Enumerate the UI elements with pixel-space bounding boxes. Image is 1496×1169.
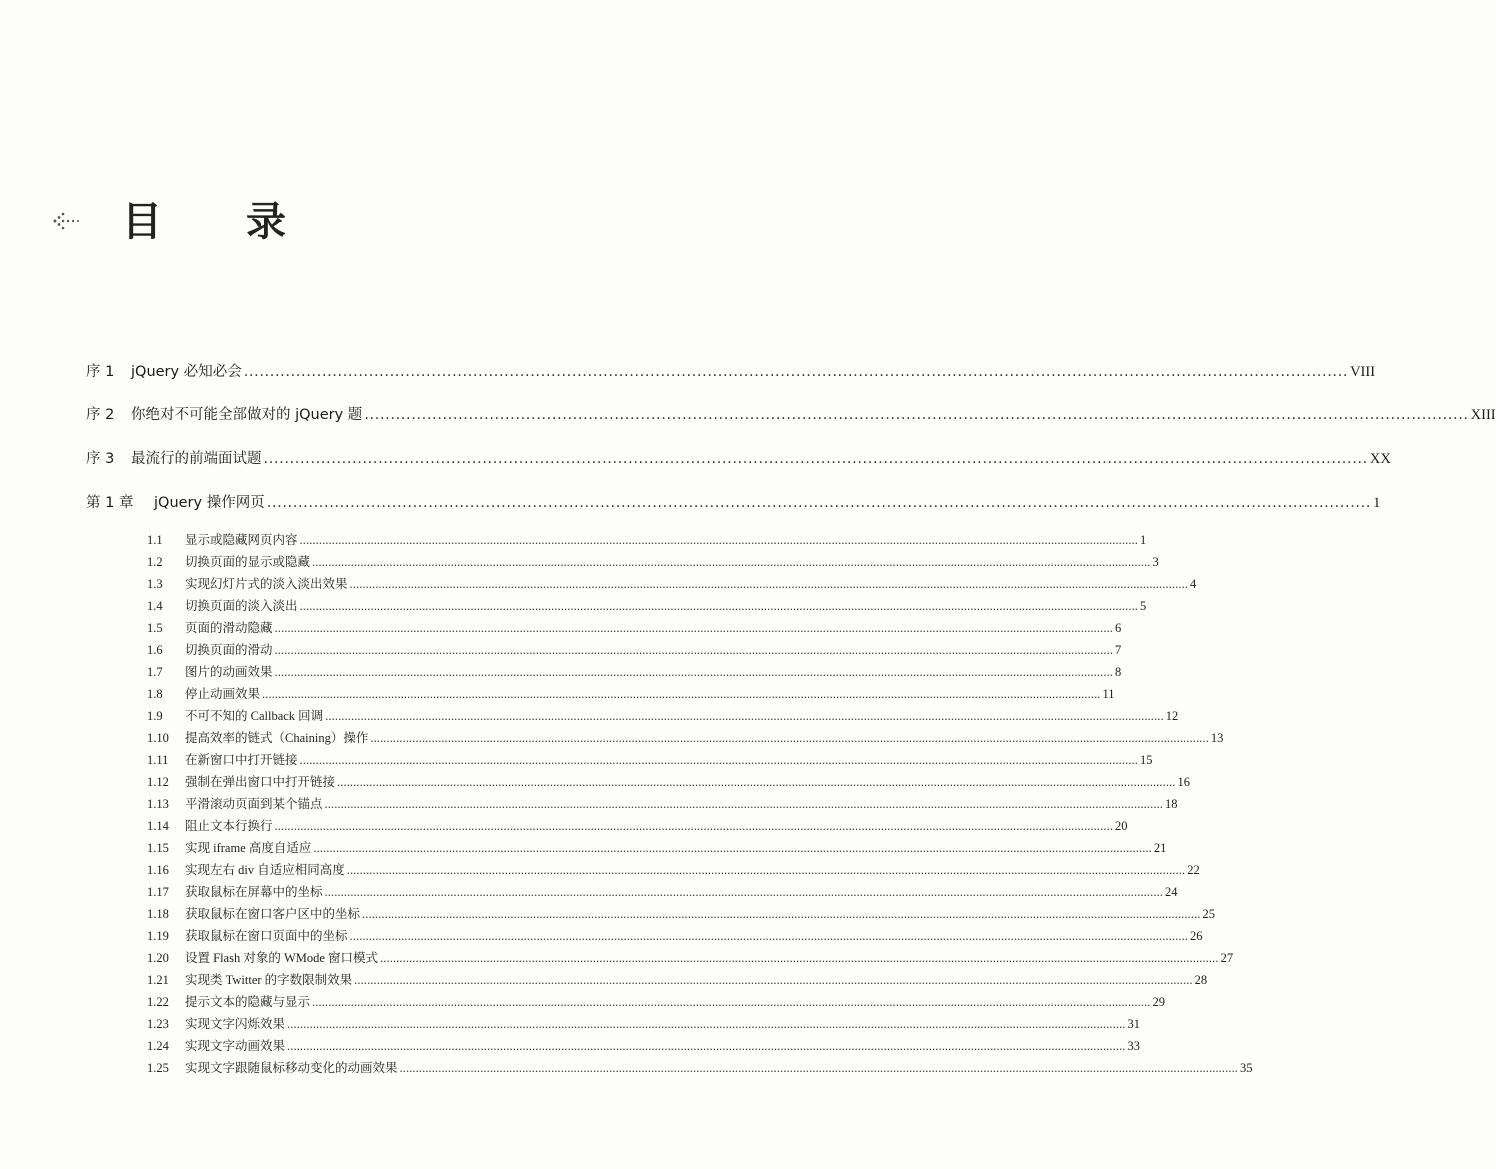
- toc-section-page: 15: [1140, 753, 1153, 767]
- toc-section-label: 实现 iframe 高度自适应: [185, 841, 312, 855]
- toc-section-number: 1.6: [147, 643, 163, 657]
- toc-section-page: 18: [1165, 797, 1178, 811]
- toc-section-label: 平滑滚动页面到某个锚点: [185, 797, 323, 811]
- toc-section-number: 1.19: [147, 929, 169, 943]
- toc-leader: ....................................................................................................................................................................................................................: [263, 451, 1368, 467]
- toc-section-number: 1.24: [147, 1039, 169, 1053]
- toc-section-number: 1.9: [147, 709, 163, 723]
- toc-section-label: 提示文本的隐藏与显示: [185, 995, 311, 1009]
- toc-section-page: 8: [1115, 665, 1122, 679]
- toc-section-item[interactable]: [147, 574, 1197, 592]
- toc-section-number: 1.22: [147, 995, 169, 1009]
- toc-section-page: 31: [1127, 1017, 1141, 1031]
- toc-leader: ....................................................................................................................................................................................................................................................................: [299, 753, 1139, 767]
- toc-section-number: 1.25: [147, 1061, 169, 1075]
- toc-section-page: 35: [1240, 1061, 1253, 1075]
- toc-section-number: 1.4: [147, 599, 163, 613]
- toc-section-number: 1.18: [147, 907, 169, 921]
- toc-section-item[interactable]: [147, 926, 1203, 944]
- toc-section-item[interactable]: [147, 596, 1147, 614]
- toc-section-item[interactable]: [147, 772, 1191, 790]
- toc-section-item[interactable]: [147, 816, 1128, 834]
- toc-section-number: 1.7: [147, 665, 163, 679]
- toc-leader: ....................................................................................................................................................................................................................: [243, 364, 1349, 380]
- toc-section-item[interactable]: [147, 948, 1234, 966]
- toc-section-label: 强制在弹出窗口中打开链接: [185, 775, 336, 789]
- toc-entry-number: 序 2: [86, 407, 115, 423]
- toc-section-item[interactable]: [147, 618, 1122, 636]
- toc-section-item[interactable]: [147, 970, 1208, 988]
- toc-section-label: 获取鼠标在屏幕中的坐标: [185, 885, 323, 899]
- toc-section-item[interactable]: [147, 860, 1200, 878]
- toc-section-number: 1.16: [147, 863, 169, 877]
- toc-leader: ....................................................................................................................................................................................................................................................................: [312, 555, 1151, 569]
- toc-section-page: 25: [1202, 907, 1216, 921]
- toc-section-label: 切换页面的滑动: [185, 643, 273, 657]
- toc-section-label: 切换页面的淡入淡出: [185, 599, 298, 613]
- toc-section-label: 实现类 Twitter 的字数限制效果: [185, 973, 353, 987]
- toc-leader: ....................................................................................................................................................................................................................................................................: [274, 621, 1114, 635]
- toc-section-page: 27: [1220, 951, 1234, 965]
- toc-section-page: 6: [1115, 621, 1122, 635]
- toc-section-label: 实现文字动画效果: [185, 1039, 286, 1053]
- toc-section-item[interactable]: [147, 684, 1115, 702]
- toc-section-label: 图片的动画效果: [185, 665, 273, 679]
- toc-entry-page: XX: [1369, 451, 1391, 467]
- toc-leader: ....................................................................................................................................................................................................................................................................: [349, 929, 1189, 943]
- toc-entry-label: jQuery 操作网页: [154, 495, 265, 511]
- toc-section-label: 不可不知的 Callback 回调: [185, 709, 324, 723]
- toc-section-page: 7: [1115, 643, 1122, 657]
- toc-section-item[interactable]: [147, 1058, 1253, 1076]
- toc-section-label: 实现左右 div 自适应相同高度: [185, 863, 345, 877]
- toc-section-number: 1.23: [147, 1017, 169, 1031]
- toc-section-item[interactable]: [147, 728, 1224, 746]
- toc-leader: ....................................................................................................................................................................................................................................................................: [299, 599, 1139, 613]
- toc-section-label: 设置 Flash 对象的 WMode 窗口模式: [185, 951, 379, 965]
- toc-entry-label: jQuery 必知必会: [131, 364, 242, 380]
- toc-section-page: 5: [1140, 599, 1147, 613]
- toc-section-item[interactable]: [147, 706, 1179, 724]
- toc-section-item[interactable]: [147, 882, 1178, 900]
- toc-leader: ....................................................................................................................................................................................................................................................................: [312, 995, 1151, 1009]
- toc-leader: ....................................................................................................................................................................................................................................................................: [313, 841, 1152, 855]
- toc-section-label: 在新窗口中打开链接: [185, 753, 298, 767]
- toc-entry-label: 最流行的前端面试题: [131, 451, 262, 467]
- toc-section-page: 26: [1190, 929, 1203, 943]
- toc-section-page: 16: [1177, 775, 1191, 789]
- toc-leader: ....................................................................................................................................................................................................................................................................: [337, 775, 1176, 789]
- toc-section-item[interactable]: [147, 552, 1159, 570]
- title-char-1: 目: [122, 199, 162, 245]
- toc-section-item[interactable]: [147, 794, 1178, 812]
- toc-section-number: 1.10: [147, 731, 169, 745]
- toc-section-number: 1.2: [147, 555, 163, 569]
- toc-section-number: 1.8: [147, 687, 163, 701]
- toc-leader: ....................................................................................................................................................................................................................................................................: [324, 797, 1164, 811]
- toc-section-label: 切换页面的显示或隐藏: [185, 555, 311, 569]
- title-char-2: 录: [246, 199, 286, 245]
- toc-leader: ....................................................................................................................................................................................................................................................................: [399, 1061, 1239, 1075]
- toc-section-page: 22: [1187, 863, 1200, 877]
- toc-section-page: 21: [1153, 841, 1167, 855]
- dotted-left-arrow-icon: [52, 210, 82, 232]
- toc-section-label: 获取鼠标在窗口客户区中的坐标: [185, 907, 361, 921]
- toc-section-page: 28: [1194, 973, 1208, 987]
- toc-section-page: 1: [1140, 533, 1147, 547]
- toc-section-item[interactable]: [147, 838, 1167, 856]
- toc-entry-page: XIII: [1470, 407, 1496, 423]
- toc-entry-number: 序 3: [86, 451, 115, 467]
- toc-leader: ....................................................................................................................................................................................................................................................................: [274, 819, 1114, 833]
- toc-leader: ....................................................................................................................................................................................................................................................................: [274, 643, 1114, 657]
- toc-entry-preface-2[interactable]: [86, 403, 1496, 424]
- toc-section-number: 1.3: [147, 577, 163, 591]
- toc-section-label: 获取鼠标在窗口页面中的坐标: [185, 929, 348, 943]
- toc-section-number: 1.15: [147, 841, 169, 855]
- toc-section-number: 1.1: [147, 533, 163, 547]
- toc-section-page: 24: [1165, 885, 1178, 899]
- toc-leader: ....................................................................................................................................................................................................................................................................: [324, 885, 1164, 899]
- toc-entry-chapter-1[interactable]: [86, 491, 1381, 512]
- toc-section-number: 1.20: [147, 951, 169, 965]
- toc-section-item[interactable]: [147, 1014, 1141, 1032]
- toc-section-item[interactable]: [147, 904, 1216, 922]
- toc-leader: ....................................................................................................................................................................................................................................................................: [349, 577, 1189, 591]
- toc-entry-preface-3[interactable]: [86, 447, 1391, 468]
- toc-section-page: 20: [1115, 819, 1128, 833]
- toc-section-item[interactable]: [147, 1036, 1141, 1054]
- toc-section-number: 1.17: [147, 885, 169, 899]
- toc-section-number: 1.11: [147, 753, 169, 767]
- toc-leader: ....................................................................................................................................................................................................................................................................: [346, 863, 1186, 877]
- toc-section-label: 页面的滑动隐藏: [185, 621, 273, 635]
- toc-section-label: 阻止文本行换行: [185, 819, 273, 833]
- toc-leader: ....................................................................................................................................................................................................................................................................: [274, 665, 1114, 679]
- toc-section-item[interactable]: [147, 992, 1166, 1010]
- toc-leader: ....................................................................................................................................................................................................................: [266, 495, 1372, 511]
- toc-entry-page: VIII: [1350, 364, 1376, 380]
- toc-leader: ....................................................................................................................................................................................................................................................................: [287, 1039, 1126, 1053]
- toc-entry-number: 第 1 章: [86, 495, 134, 511]
- toc-section-item[interactable]: [147, 640, 1122, 658]
- toc-section-label: 实现文字闪烁效果: [185, 1017, 286, 1031]
- toc-section-number: 1.14: [147, 819, 169, 833]
- toc-leader: ....................................................................................................................................................................................................................................................................: [262, 687, 1101, 701]
- toc-entry-label: 你绝对不可能全部做对的 jQuery 题: [131, 407, 363, 423]
- toc-leader: ....................................................................................................................................................................................................................................................................: [370, 731, 1209, 745]
- toc-section-number: 1.5: [147, 621, 163, 635]
- toc-leader: ....................................................................................................................................................................................................................................................................: [325, 709, 1164, 723]
- toc-section-item[interactable]: [147, 662, 1122, 680]
- toc-section-page: 33: [1127, 1039, 1141, 1053]
- toc-section-label: 提高效率的链式（Chaining）操作: [185, 731, 369, 745]
- toc-entry-number: 序 1: [86, 364, 115, 380]
- toc-section-page: 11: [1102, 687, 1115, 701]
- toc-section-number: 1.13: [147, 797, 169, 811]
- toc-section-label: 实现幻灯片式的淡入淡出效果: [185, 577, 348, 591]
- toc-section-item[interactable]: [147, 530, 1147, 548]
- toc-section-page: 13: [1210, 731, 1224, 745]
- toc-leader: ....................................................................................................................................................................................................................................................................: [299, 533, 1139, 547]
- toc-section-label: 停止动画效果: [185, 687, 261, 701]
- toc-section-item[interactable]: [147, 750, 1153, 768]
- toc-leader: ....................................................................................................................................................................................................................: [364, 407, 1469, 423]
- toc-leader: ....................................................................................................................................................................................................................................................................: [354, 973, 1193, 987]
- toc-section-page: 4: [1190, 577, 1197, 591]
- toc-section-number: 1.12: [147, 775, 169, 789]
- toc-section-label: 显示或隐藏网页内容: [185, 533, 298, 547]
- toc-section-page: 3: [1152, 555, 1159, 569]
- toc-leader: ....................................................................................................................................................................................................................................................................: [380, 951, 1219, 965]
- toc-section-page: 29: [1152, 995, 1166, 1009]
- toc-entry-preface-1[interactable]: [86, 360, 1376, 381]
- toc-leader: ....................................................................................................................................................................................................................................................................: [287, 1017, 1126, 1031]
- toc-leader: ....................................................................................................................................................................................................................................................................: [362, 907, 1201, 921]
- toc-section-page: 12: [1165, 709, 1179, 723]
- toc-section-label: 实现文字跟随鼠标移动变化的动画效果: [185, 1061, 398, 1075]
- toc-entry-page: 1: [1373, 495, 1381, 511]
- toc-section-number: 1.21: [147, 973, 169, 987]
